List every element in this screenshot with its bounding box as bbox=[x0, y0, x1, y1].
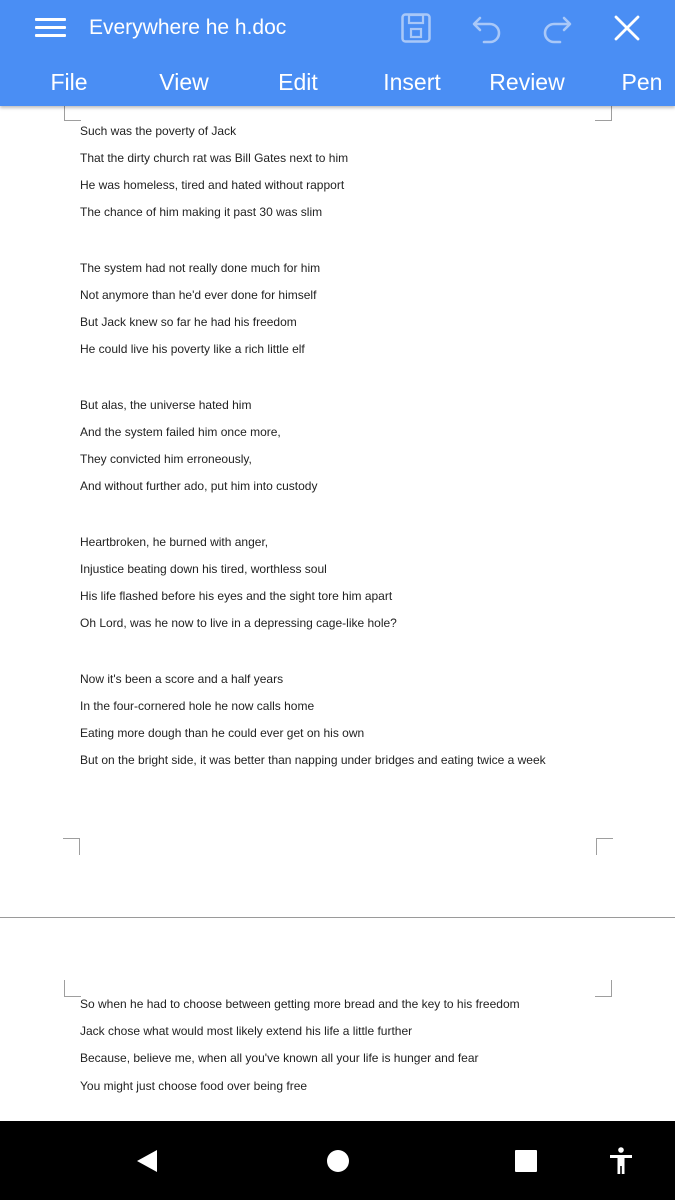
text-line: He could live his poverty like a rich little elf bbox=[80, 342, 305, 356]
document-title: Everywhere he h.doc bbox=[89, 16, 287, 39]
text-line: He was homeless, tired and hated without rapport bbox=[80, 178, 345, 192]
menu-edit[interactable]: Edit bbox=[278, 69, 318, 95]
text-line: And without further ado, put him into custody bbox=[80, 479, 318, 493]
text-line: That the dirty church rat was Bill Gates next to him bbox=[80, 151, 349, 165]
text-line: His life flashed before his eyes and the sight tore him apart bbox=[80, 589, 393, 603]
text-line: Such was the poverty of Jack bbox=[80, 124, 237, 138]
text-line: And the system failed him once more, bbox=[80, 425, 281, 439]
margin-corner bbox=[596, 838, 613, 855]
menu-review[interactable]: Review bbox=[489, 69, 565, 95]
undo-icon[interactable] bbox=[471, 12, 503, 44]
text-line: But on the bright side, it was better than napping under bridges and eating twice a week bbox=[80, 753, 546, 767]
text-line: But alas, the universe hated him bbox=[80, 398, 252, 412]
text-line: In the four-cornered hole he now calls home bbox=[80, 699, 315, 713]
recents-icon[interactable] bbox=[511, 1146, 541, 1176]
back-icon[interactable] bbox=[132, 1146, 162, 1176]
margin-corner bbox=[63, 838, 80, 855]
margin-corner bbox=[64, 980, 81, 997]
home-icon[interactable] bbox=[323, 1146, 353, 1176]
accessibility-icon[interactable] bbox=[606, 1146, 636, 1176]
text-line: Now it's been a score and a half years bbox=[80, 672, 284, 686]
text-line: Eating more dough than he could ever get on his own bbox=[80, 726, 365, 740]
text-line: Not anymore than he'd ever done for himself bbox=[80, 288, 317, 302]
margin-corner bbox=[64, 106, 81, 121]
menu-insert[interactable]: Insert bbox=[383, 69, 441, 95]
text-line: Because, believe me, when all you've known all your life is hunger and fear bbox=[80, 1051, 479, 1065]
system-nav-bar bbox=[0, 1121, 675, 1200]
document-canvas[interactable] bbox=[0, 106, 675, 1121]
text-line: They convicted him erroneously, bbox=[80, 452, 252, 466]
page-break bbox=[0, 917, 675, 918]
menu-file[interactable]: File bbox=[50, 69, 88, 95]
text-line: Heartbroken, he burned with anger, bbox=[80, 535, 269, 549]
text-line: The system had not really done much for him bbox=[80, 261, 321, 275]
close-icon[interactable] bbox=[611, 12, 643, 44]
menu-view[interactable]: View bbox=[159, 69, 209, 95]
text-line: Jack chose what would most likely extend his life a little further bbox=[80, 1024, 413, 1038]
app-bar bbox=[0, 0, 675, 106]
text-line: The chance of him making it past 30 was slim bbox=[80, 205, 323, 219]
margin-corner bbox=[595, 106, 612, 121]
menu-icon[interactable] bbox=[35, 18, 66, 38]
text-line: So when he had to choose between getting more bread and the key to his freedom bbox=[80, 997, 520, 1011]
title-row bbox=[0, 0, 675, 56]
text-line: Oh Lord, was he now to live in a depressing cage-like hole? bbox=[80, 616, 397, 630]
save-icon[interactable] bbox=[400, 12, 432, 44]
menu-pen[interactable]: Pen bbox=[621, 69, 663, 95]
redo-icon[interactable] bbox=[541, 12, 573, 44]
menu-bar bbox=[0, 56, 675, 106]
text-line: But Jack knew so far he had his freedom bbox=[80, 315, 297, 329]
text-line: You might just choose food over being free bbox=[80, 1079, 308, 1093]
margin-corner bbox=[595, 980, 612, 997]
text-line: Injustice beating down his tired, worthless soul bbox=[80, 562, 327, 576]
